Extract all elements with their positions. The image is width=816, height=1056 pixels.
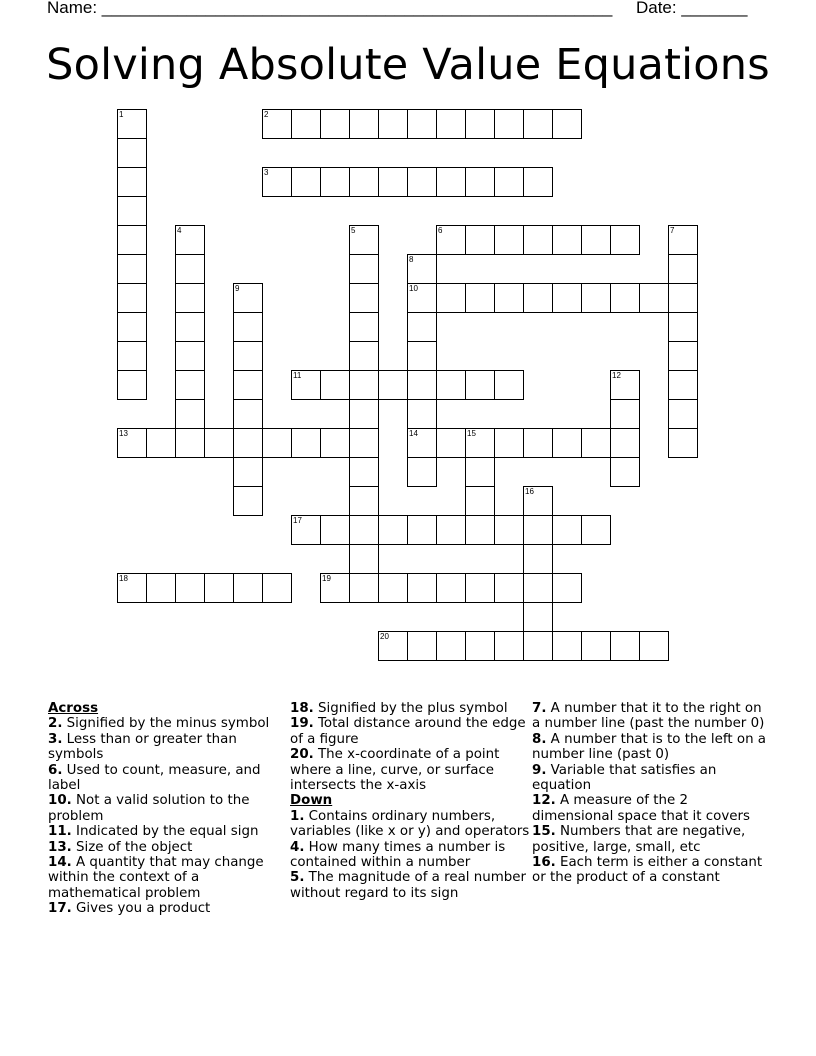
crossword-cell[interactable] [523, 631, 553, 661]
crossword-cell[interactable] [175, 341, 205, 371]
crossword-cell[interactable] [117, 341, 147, 371]
clue-text: Less than or greater than symbols [48, 731, 237, 763]
crossword-cell[interactable] [668, 428, 698, 458]
crossword-cell[interactable] [494, 515, 524, 545]
crossword-cell[interactable] [436, 283, 466, 313]
crossword-cell[interactable] [349, 486, 379, 516]
crossword-cell[interactable] [552, 283, 582, 313]
clue-item [532, 701, 768, 732]
clue-text: Variable that satisfies an equation [532, 762, 717, 794]
clue-number-label: 4 [177, 226, 182, 235]
clue-item [290, 840, 530, 871]
across-clue-list-continued [290, 701, 530, 793]
crossword-cell[interactable] [175, 399, 205, 429]
crossword-cell[interactable] [523, 109, 553, 139]
clue-item [290, 701, 530, 716]
clue-item [48, 793, 280, 824]
crossword-cell[interactable] [291, 428, 321, 458]
crossword-cell[interactable] [668, 312, 698, 342]
crossword-cell[interactable] [465, 515, 495, 545]
crossword-cell[interactable] [552, 515, 582, 545]
crossword-cell[interactable] [349, 428, 379, 458]
crossword-cell[interactable] [581, 225, 611, 255]
clue-number: 2. [48, 716, 63, 732]
crossword-cell[interactable] [146, 428, 176, 458]
crossword-cell[interactable] [610, 631, 640, 661]
clue-number: 17. [48, 901, 72, 917]
crossword-cell[interactable] [291, 167, 321, 197]
crossword-cell[interactable] [378, 370, 408, 400]
crossword-cell[interactable] [233, 399, 263, 429]
clue-text: Gives you a product [71, 901, 211, 917]
crossword-cell[interactable] [204, 573, 234, 603]
clue-number-label: 9 [235, 284, 240, 293]
crossword-cell[interactable] [494, 167, 524, 197]
clue-text: Each term is either a constant or the product of a constant [532, 855, 763, 886]
crossword-cell[interactable] [349, 515, 379, 545]
crossword-cell[interactable] [436, 515, 466, 545]
crossword-cell[interactable] [407, 167, 437, 197]
clue-item [532, 824, 768, 855]
clue-number-label: 7 [670, 226, 675, 235]
clue-number: 1. [290, 808, 305, 824]
crossword-cell[interactable] [494, 631, 524, 661]
clue-text: Signified by the plus symbol [313, 701, 508, 716]
crossword-cell[interactable] [117, 138, 147, 168]
crossword-cell[interactable] [349, 457, 379, 487]
crossword-cell[interactable] [117, 283, 147, 313]
crossword-cell[interactable] [610, 428, 640, 458]
clue-text: A number that is to the left on a number line (past 0) [532, 731, 767, 763]
crossword-cell[interactable] [204, 428, 234, 458]
crossword-cell[interactable] [668, 341, 698, 371]
crossword-cell[interactable] [494, 428, 524, 458]
crossword-cell[interactable] [465, 109, 495, 139]
clue-number-label: 11 [293, 371, 302, 380]
clue-number: 11. [48, 824, 72, 840]
clue-number-label: 6 [438, 226, 443, 235]
clue-text: A measure of the 2 dimensional space that it covers [532, 793, 750, 824]
clue-text: Total distance around the edge of a figure [290, 716, 526, 747]
crossword-cell[interactable] [320, 428, 350, 458]
crossword-cell[interactable] [436, 573, 466, 603]
clue-number-label: 15 [467, 429, 476, 438]
crossword-cell[interactable] [320, 370, 350, 400]
crossword-cell[interactable] [668, 399, 698, 429]
clue-number: 15. [532, 824, 556, 840]
crossword-cell[interactable] [668, 283, 698, 313]
crossword-cell[interactable] [378, 515, 408, 545]
clue-number-label: 16 [525, 487, 534, 496]
clue-number-label: 8 [409, 255, 414, 264]
clue-item [290, 870, 530, 901]
crossword-cell[interactable] [552, 428, 582, 458]
crossword-cell[interactable] [407, 515, 437, 545]
crossword-cell[interactable] [175, 312, 205, 342]
crossword-cell[interactable] [436, 631, 466, 661]
crossword-cell[interactable] [233, 573, 263, 603]
clue-text: Size of the object [71, 839, 193, 855]
crossword-cell[interactable] [233, 370, 263, 400]
crossword-cell[interactable] [233, 428, 263, 458]
clues-column-1 [48, 701, 280, 917]
crossword-cell[interactable] [610, 283, 640, 313]
clue-number: 13. [48, 839, 72, 855]
clue-item [532, 855, 768, 886]
crossword-cell[interactable] [378, 573, 408, 603]
crossword-cell[interactable] [233, 457, 263, 487]
clue-number-label: 2 [264, 110, 269, 119]
clue-item [532, 763, 768, 794]
crossword-cell[interactable] [436, 428, 466, 458]
crossword-cell[interactable] [581, 283, 611, 313]
crossword-cell[interactable] [610, 457, 640, 487]
crossword-cell[interactable] [233, 312, 263, 342]
crossword-cell[interactable] [668, 254, 698, 284]
crossword-cell[interactable] [465, 457, 495, 487]
clue-number-label: 18 [119, 574, 128, 583]
crossword-cell[interactable] [291, 109, 321, 139]
crossword-cell[interactable] [465, 573, 495, 603]
clue-number: 16. [532, 855, 556, 871]
crossword-cell[interactable] [407, 341, 437, 371]
crossword-cell[interactable] [175, 283, 205, 313]
crossword-cell[interactable] [407, 370, 437, 400]
crossword-cell[interactable] [349, 254, 379, 284]
crossword-cell[interactable] [117, 370, 147, 400]
crossword-cell[interactable] [668, 370, 698, 400]
clue-text: How many times a number is contained within a number [290, 839, 506, 871]
crossword-cell[interactable] [262, 573, 292, 603]
clue-item [48, 763, 280, 794]
clue-number-label: 12 [612, 371, 621, 380]
crossword-cell[interactable] [349, 167, 379, 197]
crossword-cell[interactable] [581, 428, 611, 458]
crossword-cell[interactable] [407, 312, 437, 342]
clue-text: Indicated by the equal sign [71, 824, 259, 840]
crossword-cell[interactable] [320, 515, 350, 545]
clue-number: 9. [532, 762, 547, 778]
crossword-cell[interactable] [117, 167, 147, 197]
name-field-label[interactable]: Name: ______________________________________________________ [47, 0, 613, 17]
clue-number-label: 14 [409, 429, 418, 438]
crossword-cell[interactable] [175, 254, 205, 284]
crossword-cell[interactable] [465, 370, 495, 400]
clue-number: 20. [290, 747, 314, 763]
crossword-cell[interactable] [465, 167, 495, 197]
clue-text: The magnitude of a real number without regard to its sign [290, 870, 527, 901]
crossword-cell[interactable] [349, 544, 379, 574]
crossword-cell[interactable] [523, 573, 553, 603]
across-clue-list [48, 716, 280, 916]
clue-number: 14. [48, 855, 72, 871]
clue-number-label: 10 [409, 284, 418, 293]
clue-text: A number that it to the right on a number line (past the number 0) [532, 701, 765, 732]
clue-text: Not a valid solution to the problem [48, 793, 250, 824]
clue-number: 5. [290, 870, 305, 886]
crossword-cell[interactable] [407, 399, 437, 429]
crossword-cell[interactable] [175, 428, 205, 458]
clue-text: Used to count, measure, and label [48, 762, 261, 794]
clue-item [48, 901, 280, 916]
crossword-cell[interactable] [552, 109, 582, 139]
clue-number: 6. [48, 762, 63, 778]
clue-item [48, 716, 280, 731]
crossword-cell[interactable] [349, 370, 379, 400]
crossword-cell[interactable] [494, 370, 524, 400]
clue-number-label: 19 [322, 574, 331, 583]
clue-item [48, 824, 280, 839]
clue-item [290, 747, 530, 793]
crossword-cell[interactable] [523, 225, 553, 255]
crossword-cell[interactable] [233, 341, 263, 371]
crossword-cell[interactable] [581, 515, 611, 545]
crossword-cell[interactable] [349, 573, 379, 603]
crossword-cell[interactable] [639, 283, 669, 313]
clue-item [532, 732, 768, 763]
crossword-cell[interactable] [349, 341, 379, 371]
crossword-cell[interactable] [552, 631, 582, 661]
crossword-cell[interactable] [494, 109, 524, 139]
clue-number: 7. [532, 701, 547, 716]
crossword-cell[interactable] [349, 312, 379, 342]
down-heading: Down [290, 793, 333, 809]
crossword-cell[interactable] [494, 225, 524, 255]
clue-number: 10. [48, 793, 72, 809]
down-clue-list-continued [532, 701, 768, 886]
clue-text: Signified by the minus symbol [62, 716, 270, 732]
clue-number-label: 1 [119, 110, 124, 119]
crossword-cell[interactable] [262, 428, 292, 458]
crossword-cell[interactable] [407, 573, 437, 603]
clue-number: 12. [532, 793, 556, 809]
crossword-cell[interactable] [378, 109, 408, 139]
crossword-cell[interactable] [465, 225, 495, 255]
crossword-cell[interactable] [610, 225, 640, 255]
across-heading: Across [48, 701, 99, 716]
clue-number-label: 20 [380, 632, 389, 641]
crossword-cell[interactable] [407, 109, 437, 139]
clue-item [290, 716, 530, 747]
crossword-cell[interactable] [523, 283, 553, 313]
clues-column-3 [532, 701, 768, 886]
clue-number: 18. [290, 701, 314, 716]
crossword-cell[interactable] [523, 167, 553, 197]
crossword-cell[interactable] [494, 573, 524, 603]
crossword-cell[interactable] [552, 573, 582, 603]
clue-number: 8. [532, 731, 547, 747]
crossword-cell[interactable] [320, 167, 350, 197]
clue-item [48, 855, 280, 901]
crossword-cell[interactable] [465, 283, 495, 313]
clue-text: The x-coordinate of a point where a line, curve, or surface intersects the x-axis [290, 747, 500, 794]
crossword-cell[interactable] [349, 399, 379, 429]
clues-column-2 [290, 701, 530, 901]
clue-number: 4. [290, 839, 305, 855]
clue-text: A quantity that may change within the context of a mathematical problem [48, 855, 264, 901]
crossword-cell[interactable] [436, 370, 466, 400]
crossword-cell[interactable] [465, 631, 495, 661]
clue-text: Contains ordinary numbers, variables (like x or y) and operators [290, 808, 530, 840]
crossword-cell[interactable] [523, 515, 553, 545]
crossword-cell[interactable] [175, 573, 205, 603]
page-title: Solving Absolute Value Equations [46, 40, 770, 90]
crossword-cell[interactable] [117, 196, 147, 226]
crossword-cell[interactable] [349, 283, 379, 313]
crossword-cell[interactable] [378, 167, 408, 197]
clue-item [290, 809, 530, 840]
crossword-cell[interactable] [552, 225, 582, 255]
crossword-cell[interactable] [320, 109, 350, 139]
clue-number-label: 3 [264, 168, 269, 177]
crossword-cell[interactable] [610, 399, 640, 429]
crossword-cell[interactable] [494, 283, 524, 313]
crossword-cell[interactable] [117, 312, 147, 342]
clue-text: Numbers that are negative, positive, large, small, etc [532, 824, 746, 855]
crossword-cell[interactable] [465, 486, 495, 516]
crossword-cell[interactable] [523, 602, 553, 632]
date-field-label[interactable]: Date: _______ [635, 0, 748, 17]
crossword-cell[interactable] [117, 225, 147, 255]
clue-item [48, 732, 280, 763]
clue-number: 3. [48, 731, 63, 747]
crossword-cell[interactable] [407, 457, 437, 487]
crossword-cell[interactable] [436, 167, 466, 197]
crossword-cell[interactable] [436, 109, 466, 139]
clue-item [532, 793, 768, 824]
crossword-cell[interactable] [175, 370, 205, 400]
down-clue-list [290, 809, 530, 901]
clue-item [48, 840, 280, 855]
clue-number-label: 5 [351, 226, 356, 235]
clue-number-label: 17 [293, 516, 302, 525]
crossword-cell[interactable] [349, 109, 379, 139]
crossword-cell[interactable] [117, 254, 147, 284]
crossword-cell[interactable] [639, 631, 669, 661]
crossword-cell[interactable] [233, 486, 263, 516]
clue-number-label: 13 [119, 429, 128, 438]
clue-number: 19. [290, 716, 314, 732]
crossword-cell[interactable] [523, 428, 553, 458]
crossword-cell[interactable] [146, 573, 176, 603]
crossword-cell[interactable] [407, 631, 437, 661]
crossword-cell[interactable] [581, 631, 611, 661]
crossword-cell[interactable] [523, 544, 553, 574]
